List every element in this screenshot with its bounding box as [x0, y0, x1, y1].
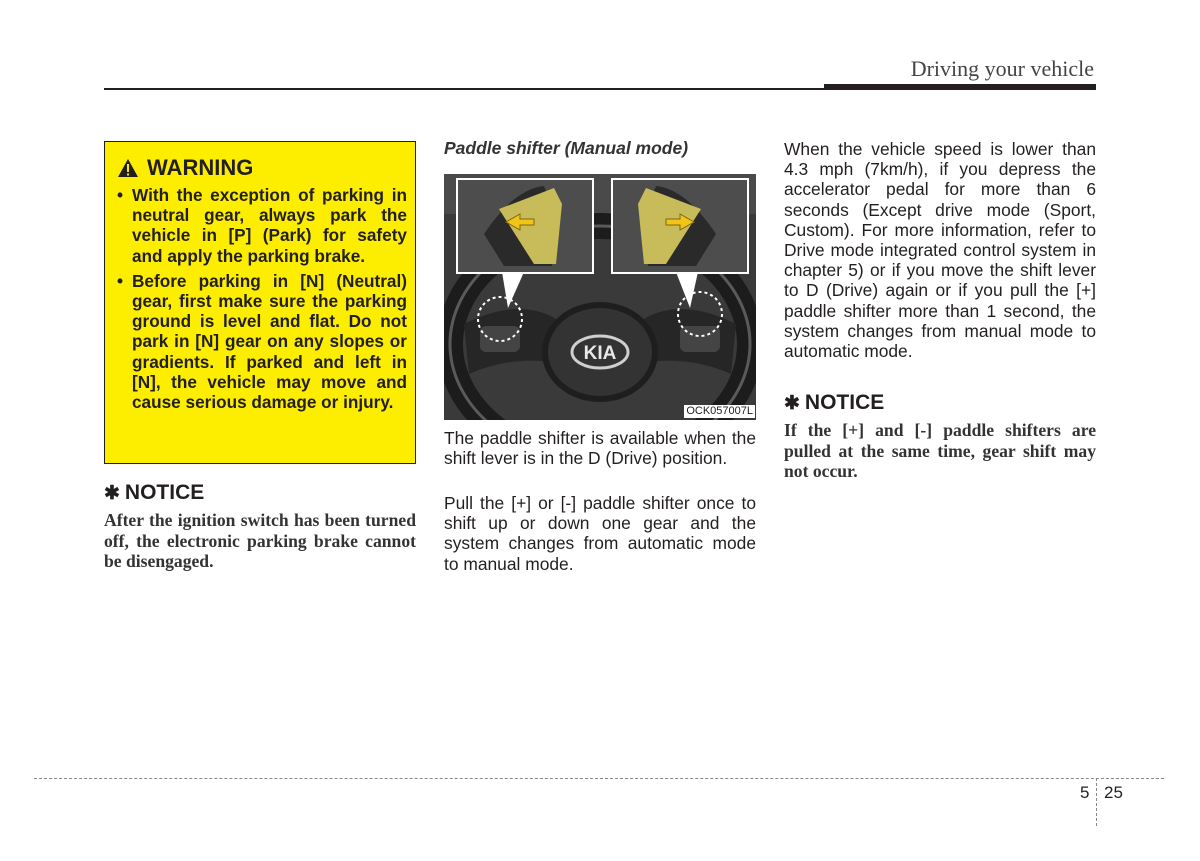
header-rule-accent — [824, 84, 1096, 90]
footer-divider — [1096, 778, 1097, 826]
notice-body-right: If the [+] and [-] paddle shifters are pulled at the same time, gear shift may not occur. — [784, 420, 1096, 481]
warning-triangle-icon — [117, 158, 139, 178]
paddle-shifter-heading: Paddle shifter (Manual mode) — [444, 138, 689, 158]
warning-item — [115, 271, 407, 412]
warning-item-text: Before parking in [N] (Neutral) gear, first make sure the parking ground is level and flat. Do not park in [N] gear on any slopes or gradients. If parked and left in [N], the vehicle may move and cause serious damage or injury. — [132, 270, 407, 413]
footer-rule — [34, 778, 1164, 779]
running-header: Driving your vehicle — [910, 56, 1094, 81]
paddle-paragraph-2: Pull the [+] or [-] paddle shifter once to shift up or down one gear and the system changes from automatic mode to manual mode. — [444, 493, 756, 574]
paddle-paragraph-1: The paddle shifter is available when the shift lever is in the D (Drive) position. — [444, 428, 756, 469]
kia-logo-text: KIA — [583, 343, 617, 364]
warning-item-text: With the exception of parking in neutral gear, always park the vehicle in [P] (Park) for safety and apply the parking brake. — [132, 185, 407, 266]
notice-title: NOTICE — [124, 481, 205, 504]
warning-heading — [117, 155, 253, 181]
steering-wheel-figure — [444, 174, 756, 420]
notice-heading-right — [784, 391, 884, 415]
notice-star-icon: ✱ — [104, 482, 120, 504]
bullet: • — [117, 270, 124, 291]
notice-body-left: After the ignition switch has been turned off, the electronic parking brake cannot be disengaged. — [104, 510, 416, 571]
notice-title: NOTICE — [804, 391, 885, 414]
page-number: 25 — [1104, 783, 1123, 802]
warning-title: WARNING — [147, 155, 254, 180]
chapter-number: 5 — [1080, 783, 1090, 802]
notice-heading-left — [104, 481, 204, 505]
bullet: • — [117, 185, 124, 205]
warning-item — [115, 185, 407, 266]
warning-box — [104, 141, 416, 464]
figure-code: OCK057007L — [686, 405, 753, 417]
notice-star-icon: ✱ — [784, 392, 800, 414]
auto-mode-paragraph: When the vehicle speed is lower than 4.3 mph (7km/h), if you depress the accelerator pedal for more than 6 seconds (Except drive mode (Sport, Custom). For more information, refer to Drive mode integrated control system in chapter 5) or if you move the shift lever to D (Drive) again or if you pull the [+] paddle shifter more than 1 second, the system changes from manual mode to automatic mode. — [784, 139, 1096, 362]
steering-wheel-illustration — [444, 174, 756, 420]
warning-list — [115, 185, 407, 417]
